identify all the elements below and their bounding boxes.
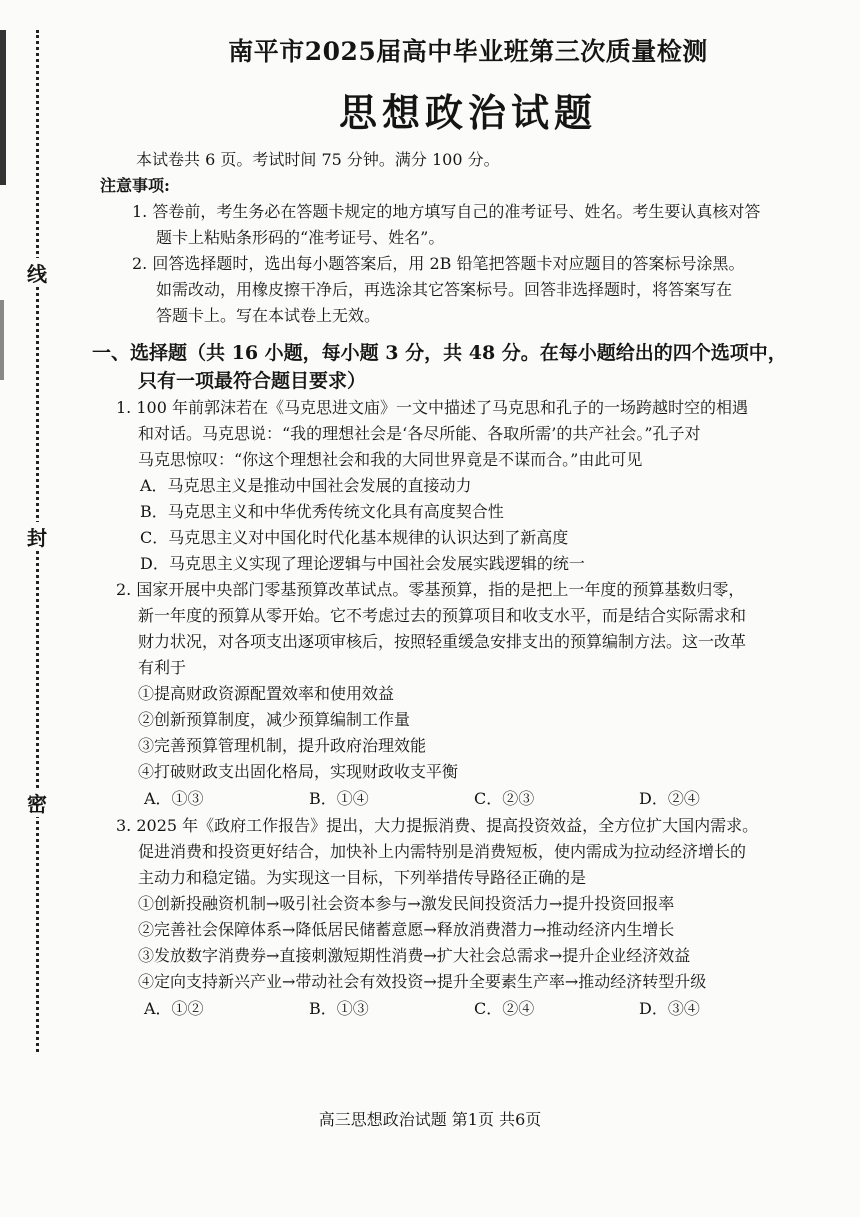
notice-heading: 注意事项:: [100, 176, 170, 195]
question-stem-line: 有利于: [138, 658, 187, 677]
answer-d: D．③④: [639, 999, 700, 1018]
option-c: C．马克思主义对中国化时代化基本规律的认识达到了新高度: [140, 528, 569, 547]
question-stem-line: 新一年度的预算从零开始。它不考虑过去的预算项目和收支水平，而是结合实际需求和: [138, 606, 747, 625]
statement-item: ④定向支持新兴产业→带动社会有效投资→提升全要素生产率→推动经济转型升级: [138, 972, 707, 991]
answer-c: C．②④: [474, 999, 535, 1018]
notice-item-2-cont2: 答题卡上。写在本试卷上无效。: [156, 306, 381, 325]
question-stem-line: 1. 100 年前郭沫若在《马克思进文庙》一文中描述了马克思和孔子的一场跨越时空的相遇: [116, 398, 748, 417]
section-heading: [92, 339, 804, 395]
question-stem-line: 主动力和稳定锚。为实现这一目标，下列举措传导路径正确的是: [138, 868, 587, 887]
answer-b: B．①③: [309, 999, 369, 1018]
answer-choices: [92, 995, 804, 1023]
binding-mark-feng: 封: [24, 522, 50, 551]
statement-item: ①创新投融资机制→吸引社会资本参与→激发民间投资活力→提升投资回报率: [138, 894, 675, 913]
question-2: [92, 577, 804, 813]
notice-item-2-cont: 如需改动，用橡皮擦干净后，再选涂其它答案标号。回答非选择题时，将答案写在: [156, 280, 733, 299]
answer-a: A．①③: [144, 789, 204, 808]
exam-title: 南平市2025届高中毕业班第三次质量检测: [228, 37, 708, 66]
exam-intro: 本试卷共 6 页。考试时间 75 分钟。满分 100 分。: [136, 150, 500, 169]
binding-mark-mi: 密: [24, 788, 50, 817]
question-stem-line: 马克思惊叹：“你这个理想社会和我的大同世界竟是不谋而合。”由此可见: [138, 450, 643, 469]
question-stem-line: 3. 2025 年《政府工作报告》提出，大力提振消费、提高投资效益，全方位扩大国内需求。: [116, 816, 759, 835]
binding-mark-xian: 线: [24, 258, 50, 287]
section-heading-line2: 只有一项最符合题目要求）: [138, 370, 367, 392]
question-stem-line: 2. 国家开展中央部门零基预算改革试点。零基预算，指的是把上一年度的预算基数归零，: [116, 580, 745, 599]
exam-page: [92, 32, 804, 1023]
page-footer: 高三思想政治试题 第1页 共6页: [318, 1110, 542, 1129]
statement-item: ④打破财政支出固化格局，实现财政收支平衡: [138, 762, 459, 781]
option-a: A．马克思主义是推动中国社会发展的直接动力: [140, 476, 472, 495]
question-3: [92, 813, 804, 1023]
question-stem-line: 财力状况，对各项支出逐项审核后，按照轻重缓急安排支出的预算编制方法。这一改革: [138, 632, 747, 651]
option-d: D．马克思主义实现了理论逻辑与中国社会发展实践逻辑的统一: [140, 554, 585, 573]
statement-item: ②创新预算制度，减少预算编制工作量: [138, 710, 411, 729]
answer-d: D．②④: [639, 789, 700, 808]
statement-item: ③完善预算管理机制，提升政府治理效能: [138, 736, 427, 755]
statement-item: ③发放数字消费券→直接刺激短期性消费→扩大社会总需求→提升企业经济效益: [138, 946, 691, 965]
statement-item: ①提高财政资源配置效率和使用效益: [138, 684, 395, 703]
answer-b: B．①④: [309, 789, 369, 808]
option-b: B．马克思主义和中华优秀传统文化具有高度契合性: [140, 502, 504, 521]
answer-c: C．②③: [474, 789, 535, 808]
notice-item-1-cont: 题卡上粘贴条形码的“准考证号、姓名”。: [156, 228, 445, 247]
notice-item-2: 2. 回答选择题时，选出每小题答案后，用 2B 铅笔把答题卡对应题目的答案标号涂黑。: [132, 254, 745, 273]
scan-edge-mark-lower: [0, 300, 4, 380]
question-stem-line: 和对话。马克思说：“我的理想社会是‘各尽所能、各取所需’的共产社会。”孔子对: [138, 424, 701, 443]
question-1: [92, 395, 804, 577]
question-stem-line: 促进消费和投资更好结合，加快补上内需特别是消费短板，使内需成为拉动经济增长的: [138, 842, 747, 861]
answer-choices: [92, 785, 804, 813]
subject-title: 思想政治试题: [338, 90, 597, 135]
scan-edge-mark: [0, 30, 6, 185]
section-heading-line1: 一、选择题（共 16 小题，每小题 3 分，共 48 分。在每小题给出的四个选项中，: [92, 342, 787, 364]
statement-item: ②完善社会保障体系→降低居民储蓄意愿→释放消费潜力→推动经济内生增长: [138, 920, 675, 939]
notice-item-1: 1. 答卷前，考生务必在答题卡规定的地方填写自己的准考证号、姓名。考生要认真核对答: [132, 202, 761, 221]
answer-a: A．①②: [144, 999, 204, 1018]
